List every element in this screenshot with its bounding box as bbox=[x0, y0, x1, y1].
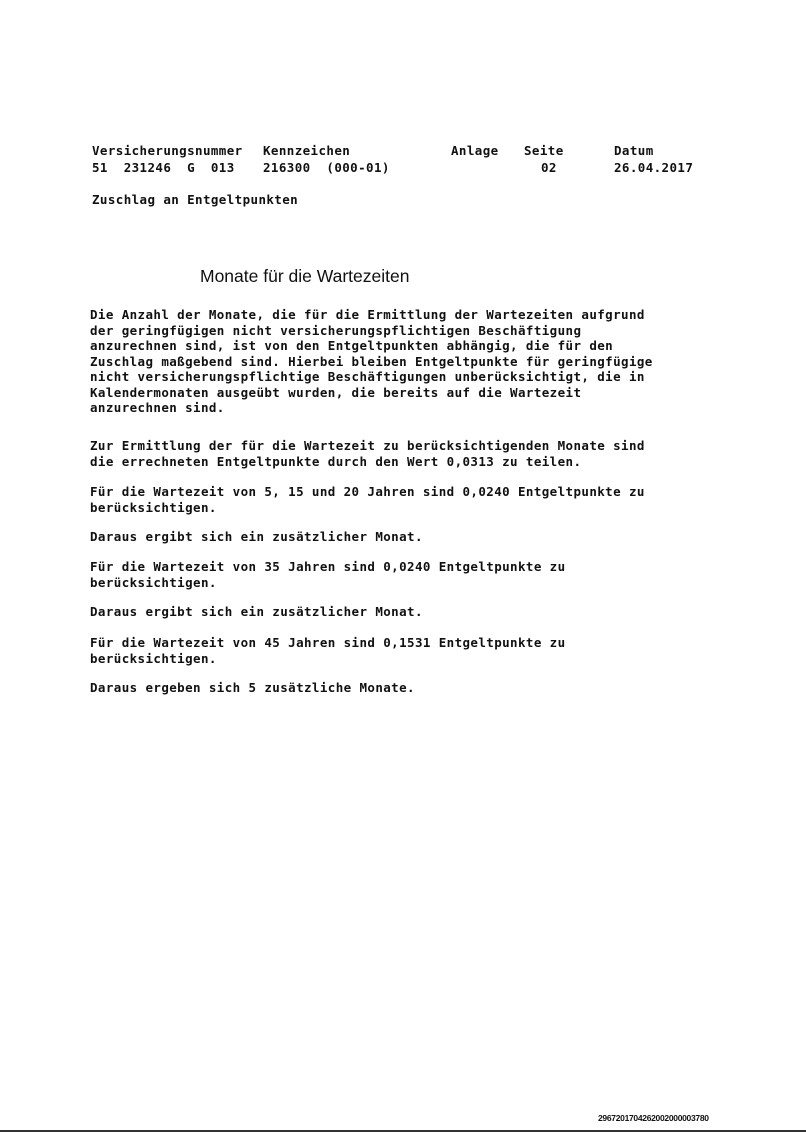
paragraph-line: berücksichtigen. bbox=[90, 499, 217, 515]
paragraph-1 bbox=[90, 307, 780, 416]
paragraph-line: die errechneten Entgeltpunkte durch den Wert 0,0313 zu teilen. bbox=[90, 453, 582, 469]
paragraph-line: Die Anzahl der Monate, die für die Ermittlung der Wartezeiten aufgrund bbox=[90, 307, 645, 322]
paragraph-line: Für die Wartezeit von 5, 15 und 20 Jahren sind 0,0240 Entgeltpunkte zu bbox=[90, 484, 645, 499]
paragraph-line: Kalendermonaten ausgeübt wurden, die bereits auf die Wartezeit bbox=[90, 384, 582, 400]
paragraph-line: anzurechnen sind, ist von den Entgeltpunkten abhängig, die für den bbox=[90, 338, 614, 353]
versicherungsnummer-label: Versicherungsnummer bbox=[92, 143, 243, 158]
paragraph-line: Daraus ergeben sich 5 zusätzliche Monate. bbox=[90, 680, 415, 695]
paragraph-line: Für die Wartezeit von 45 Jahren sind 0,1531 Entgeltpunkte zu bbox=[90, 635, 566, 650]
paragraph-line: Für die Wartezeit von 35 Jahren sind 0,0240 Entgeltpunkte zu bbox=[90, 559, 566, 574]
anlage-label: Anlage bbox=[451, 143, 499, 158]
paragraph-line: der geringfügigen nicht versicherungspflichtigen Beschäftigung bbox=[90, 322, 582, 338]
paragraph-7 bbox=[90, 635, 780, 666]
paragraph-line: berücksichtigen. bbox=[90, 650, 217, 666]
subject-line: Zuschlag an Entgeltpunkten bbox=[92, 192, 299, 207]
paragraph-line: Zuschlag maßgebend sind. Hierbei bleiben Entgeltpunkte für geringfügige bbox=[90, 353, 653, 369]
versicherungsnummer-value: 51 231246 G 013 bbox=[92, 160, 235, 175]
paragraph-line: Daraus ergibt sich ein zusätzlicher Monat. bbox=[90, 604, 423, 619]
paragraph-line: berücksichtigen. bbox=[90, 574, 217, 590]
paragraph-3 bbox=[90, 484, 780, 515]
page-title: Monate für die Wartezeiten bbox=[200, 266, 410, 286]
seite-label: Seite bbox=[524, 143, 564, 158]
paragraph-line: Daraus ergibt sich ein zusätzlicher Monat. bbox=[90, 529, 423, 544]
kennzeichen-value: 216300 (000-01) bbox=[263, 160, 390, 175]
seite-value: 02 bbox=[541, 160, 557, 175]
datum-label: Datum bbox=[614, 143, 654, 158]
datum-value: 26.04.2017 bbox=[614, 160, 694, 175]
kennzeichen-label: Kennzeichen bbox=[263, 143, 351, 158]
bottom-edge-line bbox=[0, 1130, 806, 1132]
document-id-code: 2967201704262002000003780 bbox=[598, 1113, 709, 1123]
paragraph-5 bbox=[90, 559, 780, 590]
paragraph-2 bbox=[90, 438, 780, 469]
paragraph-line: nicht versicherungspflichtige Beschäftigungen unberücksichtigt, die in bbox=[90, 369, 645, 384]
paragraph-4 bbox=[90, 529, 780, 545]
paragraph-8 bbox=[90, 680, 780, 696]
paragraph-line: anzurechnen sind. bbox=[90, 400, 225, 415]
paragraph-line: Zur Ermittlung der für die Wartezeit zu berücksichtigenden Monate sind bbox=[90, 438, 645, 453]
paragraph-6 bbox=[90, 604, 780, 620]
